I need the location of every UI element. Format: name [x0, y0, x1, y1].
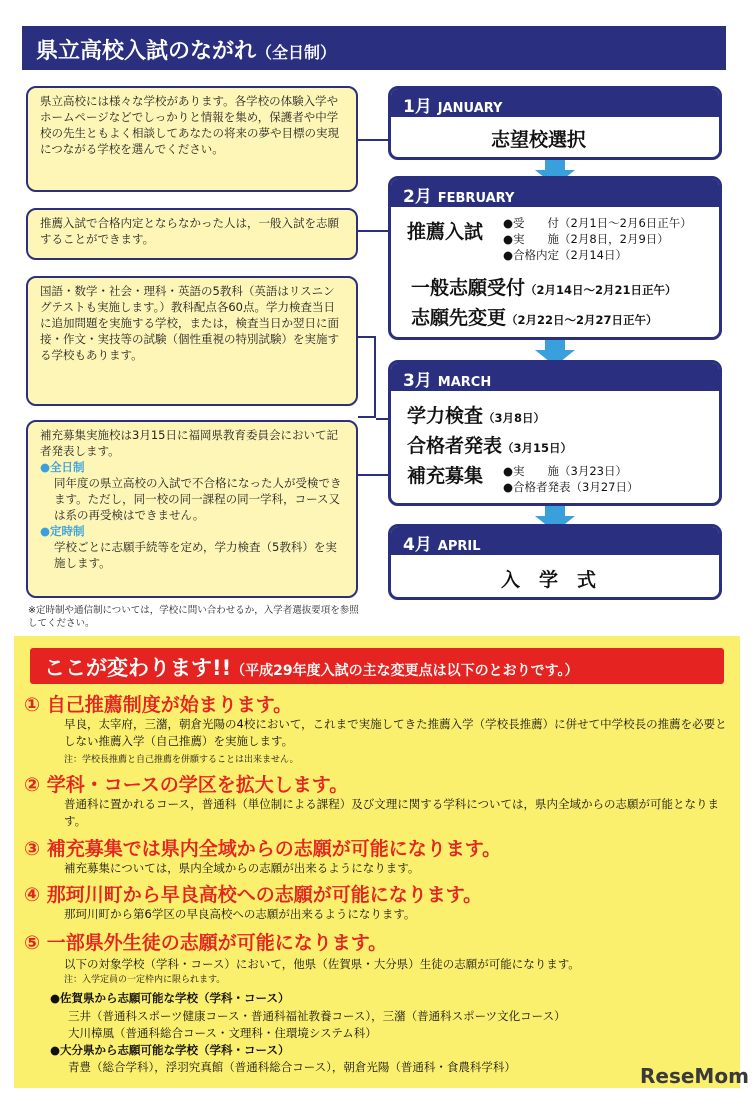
note-fulltime-heading: ●全日制: [40, 460, 85, 474]
change-2-heading: ② 学科・コースの学区を拡大します。: [24, 774, 349, 796]
connector-3: [358, 336, 376, 418]
note-supp-intro: 補充募集実施校は3月15日に福岡県教育委員会において記者発表します。: [40, 428, 338, 458]
supp-result: ●合格者発表（3月27日）: [503, 480, 639, 494]
step-announce: 合格者発表（3月15日）: [407, 435, 573, 457]
supp-exam: ●実 施（3月23日）: [503, 464, 627, 478]
month-march: 3月 MARCH 学力検査（3月8日） 合格者発表（3月15日） 補充募集 ●実 施（3月23日） ●合格者発表（3月27日）: [388, 360, 722, 506]
change-2-body: 普通科に置かれるコース，普通科（単位制による課程）及び文理に関する学科については，県内全域からの志願が可能となります。: [64, 797, 720, 828]
change-5-note: 注：入学定員の一定枠内に限られます。: [64, 975, 226, 985]
step-school-choice: 志望校選択: [491, 129, 587, 151]
oita-heading: ●大分県から志願可能な学校（学科・コース）: [50, 1043, 290, 1057]
step-change: 志願先変更（2月22日～2月27日正午）: [411, 307, 658, 329]
step-supplementary: 補充募集: [407, 465, 484, 487]
change-1-note: 注：学校長推薦と自己推薦を併願することは出来ません。: [64, 755, 299, 765]
change-5-body: 以下の対象学校（学科・コース）において，他県（佐賀県・大分県）生徒の志願が可能になります。: [64, 957, 580, 971]
note-parttime-heading: ●定時制: [40, 524, 85, 538]
step-general-apply: 一般志願受付（2月14日～2月21日正午）: [411, 277, 677, 299]
note-subjects: 国語・数学・社会・理科・英語の5教科（英語はリスニングテストも実施します。）教科配点各60点。学力検査当日に追加問題を実施する学校，または，検査当日か翌日に面接・作文・実技等の試験（個性重視の特別試験）を実施する学校もあります。: [26, 276, 358, 406]
saga-line-1: 三井（普通科スポーツ健康コース・普通科福祉教養コース），三潴（普通科スポーツ文化コース）: [68, 1009, 566, 1023]
month-january: 1月 JANUARY 志望校選択: [388, 86, 722, 160]
change-3-heading: ③ 補充募集では県内全域からの志願が可能になります。: [24, 838, 502, 860]
change-1-heading: ① 自己推薦制度が始まります。: [24, 694, 293, 716]
change-5-heading: ⑤ 一部県外生徒の志願が可能になります。: [24, 932, 388, 954]
rec-result: ●合格内定（2月14日）: [503, 248, 627, 262]
note-parttime-text: 学校ごとに志願手続等を定め，学力検査（5教科）を実施します。: [54, 540, 337, 570]
rec-exam: ●実 施（2月8日，2月9日）: [503, 232, 669, 246]
month-february: 2月 FEBRUARY 推薦入試 ●受 付（2月1日～2月6日正午） ●実 施（2月8日，2月9日） ●合格内定（2月14日） 一般志願受付（2月14日～2月21日正午） 志願先変更（2月22日～2月27日正午）: [388, 176, 722, 340]
resemom-logo: ReseMom: [640, 1064, 749, 1088]
change-1-body: 早良，太宰府，三潴，朝倉光陽の4校において，これまで実施してきた推薦入学（学校長推薦）に併せて中学校長の推薦を必要としない推薦入学（自己推薦）を実施します。: [64, 717, 727, 748]
changes-header: ここが変わります!!（平成29年度入試の主な変更点は以下のとおりです。）: [30, 648, 724, 684]
step-entrance-ceremony: 入 学 式: [501, 569, 597, 591]
oita-line-1: 青豊（総合学科），浮羽究真館（普通科総合コース），朝倉光陽（普通科・食農科学科）: [68, 1060, 516, 1074]
saga-heading: ●佐賀県から志願可能な学校（学科・コース）: [50, 991, 290, 1005]
month-april: 4月 APRIL 入 学 式: [388, 524, 722, 600]
note-school-selection: 県立高校には様々な学校があります。各学校の体験入学やホームページなどでしっかりと情報を集め，保護者や中学校の先生ともよく相談してあなたの将来の夢や目標の実現につながる学校を選んでください。: [26, 86, 358, 192]
footnote: ※定時制や通信制については，学校に問い合わせるか，入学者選抜要項を参照してください。: [28, 605, 359, 629]
note-fulltime-text: 同年度の県立高校の入試で不合格になった人が受検できます。ただし，同一校の同一課程の同一学科，コース又は系の再受検はできません。: [54, 476, 342, 522]
saga-line-2: 大川樟風（普通科総合コース・文理科・住環境システム科）: [68, 1026, 377, 1040]
change-4-heading: ④ 那珂川町から早良高校への志願が可能になります。: [24, 884, 483, 906]
change-3-body: 補充募集については，県内全域からの志願が出来るようになります。: [64, 861, 420, 875]
step-recommendation: 推薦入試: [407, 221, 484, 243]
change-4-body: 那珂川町から第6学区の早良高校への志願が出来るようになります。: [64, 907, 416, 921]
step-exam: 学力検査（3月8日）: [407, 405, 546, 427]
note-supplementary: [26, 420, 358, 598]
note-general-exam: 推薦入試で合格内定とならなかった人は，一般入試を志願することができます。: [26, 208, 358, 260]
rec-dates: ●受 付（2月1日～2月6日正午）: [503, 216, 692, 230]
page-title: 県立高校入試のながれ（全日制）: [22, 26, 726, 70]
